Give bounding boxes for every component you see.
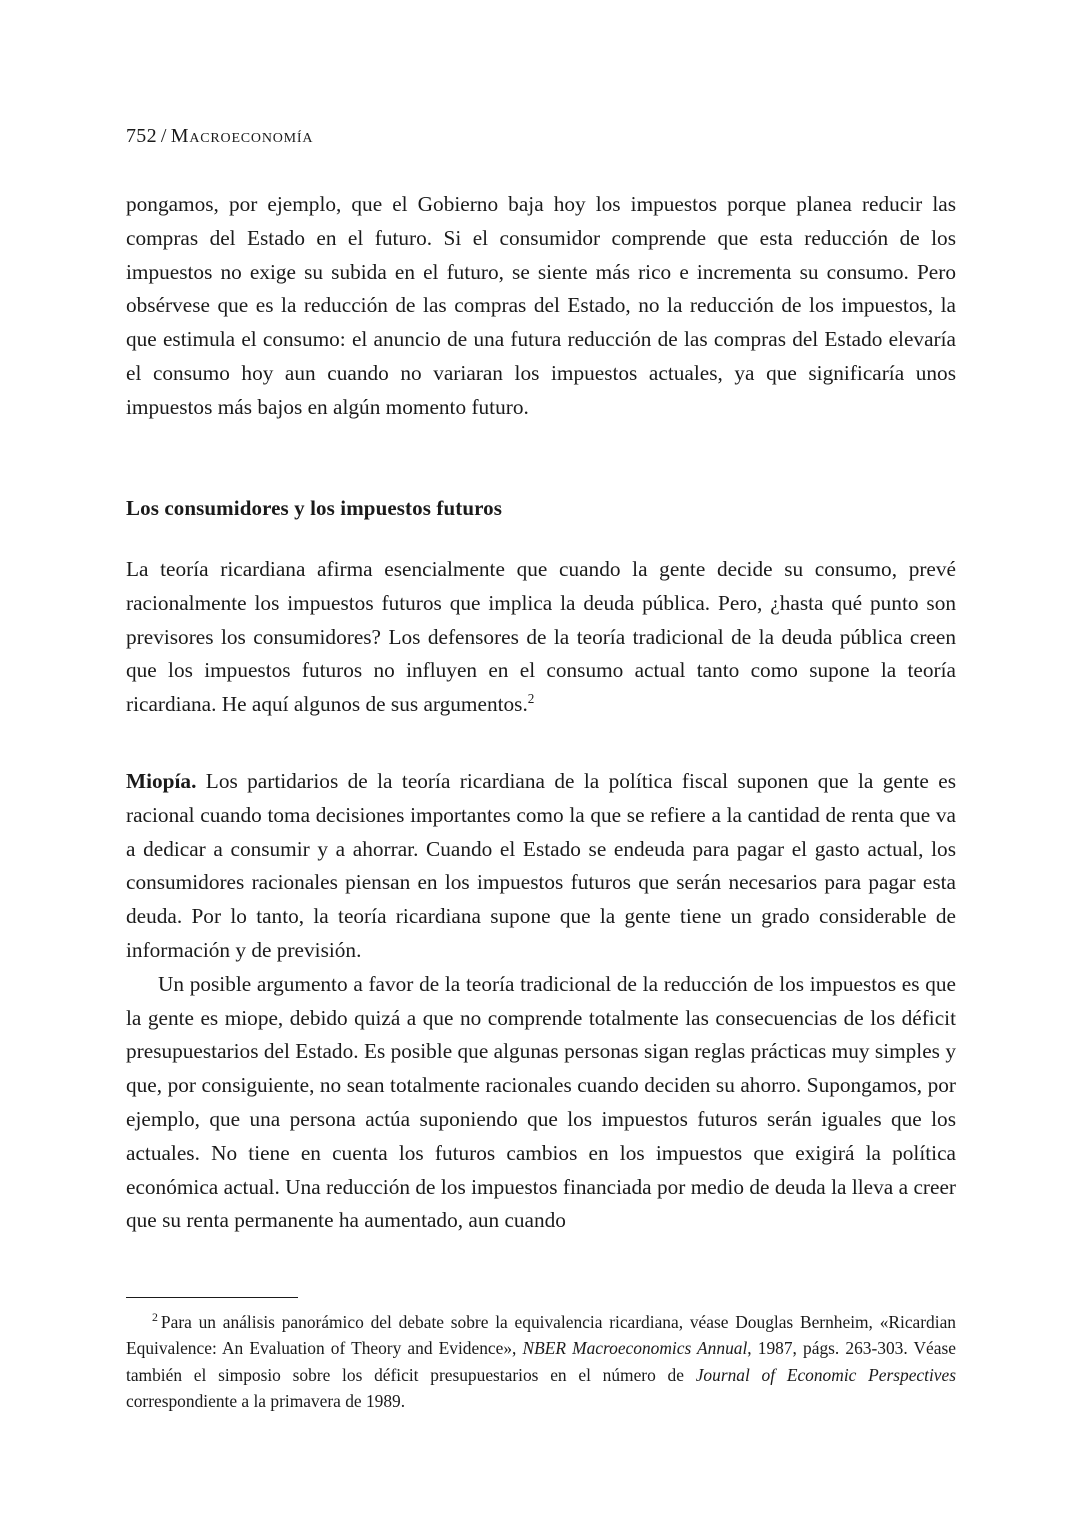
book-title: Macroeconomía: [170, 125, 314, 147]
footnote-number: 2: [152, 1310, 158, 1325]
footnote-text-part-1: Para un análisis panorámico del debate sobre la equivalencia ricardiana, véase Douglas Bernheim, «Ricardian Equivalence: An Evaluation of Theory and Evidence»,: [126, 1312, 956, 1359]
footnote-separator-rule: [126, 1297, 298, 1298]
paragraph-3-lead-term: Miopía: [126, 769, 192, 793]
footnote-italic-title-1: NBER Macroeconomics Annual: [522, 1338, 748, 1359]
paragraph-2: [126, 553, 956, 722]
paragraph-3: [126, 765, 956, 968]
footnote-italic-title-2: Journal of Economic Perspectives: [695, 1364, 956, 1385]
paragraph-3-text: Los partidarios de la teoría ricardiana de la política fiscal suponen que la gente es racional cuando toma decisiones importantes como la que se refiere a la cantidad de renta que va a dedicar a consumir y a ahorrar. Cuando el Estado se endeuda para pagar el gasto actual, los consumidores racionales piensan en los impuestos futuros que serán necesarios para pagar esta deuda. Por lo tanto, la teoría ricardiana supone que la gente tiene un grado considerable de información y de previsión.: [126, 769, 956, 962]
running-head: [126, 125, 313, 148]
section-heading: Los consumidores y los impuestos futuros: [126, 496, 503, 520]
footnote-text-part-2: , 1987, págs. 263-303. Véase también el simposio sobre los déficit presupuestarios en el número de: [126, 1338, 956, 1385]
paragraph-block-3: [126, 765, 956, 1238]
paragraph-block-2: [126, 553, 956, 722]
paragraph-block-1: [126, 188, 956, 425]
footnote-reference-2[interactable]: 2: [527, 691, 535, 707]
footnote-area: [126, 1297, 956, 1414]
running-head-separator: /: [160, 125, 167, 147]
paragraph-3-lead-punctuation: .: [191, 769, 197, 793]
page-number: 752: [126, 125, 157, 147]
paragraph-4: Un posible argumento a favor de la teoría tradicional de la reducción de los impuestos es que la gente es miope, debido quizá a que no comprende totalmente las consecuencias de los déficit presupuestarios del Estado. Es posible que algunas personas sigan reglas prácticas muy simples y que, por consiguiente, no sean totalmente racionales cuando deciden su ahorro. Supongamos, por ejemplo, que una persona actúa suponiendo que los impuestos futuros serán iguales que los actuales. No tiene en cuenta los futuros cambios en los impuestos que exigirá la política económica actual. Una reducción de los impuestos financiada por medio de deuda la lleva a creer que su renta permanente ha aumentado, aun cuando: [126, 971, 956, 1233]
paragraph-1: pongamos, por ejemplo, que el Gobierno baja hoy los impuestos porque planea reducir las compras del Estado en el futuro. Si el consumidor comprende que esta reducción de los impuestos no exige su subida en el futuro, se siente más rico e incrementa su consumo. Pero obsérvese que es la reducción de las compras del Estado, no la reducción de los impuestos, la que estimula el consumo: el anuncio de una futura reducción de las compras del Estado elevaría el consumo hoy aun cuando no variaran los impuestos actuales, ya que significaría unos impuestos más bajos en algún momento futuro.: [126, 192, 956, 419]
footnote-2: [126, 1309, 956, 1414]
paragraph-2-text: La teoría ricardiana afirma esencialmente que cuando la gente decide su consumo, prevé racionalmente los impuestos futuros que implica la deuda pública. Pero, ¿hasta qué punto son previsores los consumidores? Los defensores de la teoría tradicional de la deuda pública creen que los impuestos futuros no influyen en el consumo actual tanto como supone la teoría ricardiana. He aquí algunos de sus argumentos.: [126, 557, 956, 717]
footnote-text-part-3: correspondiente a la primavera de 1989.: [126, 1390, 406, 1411]
